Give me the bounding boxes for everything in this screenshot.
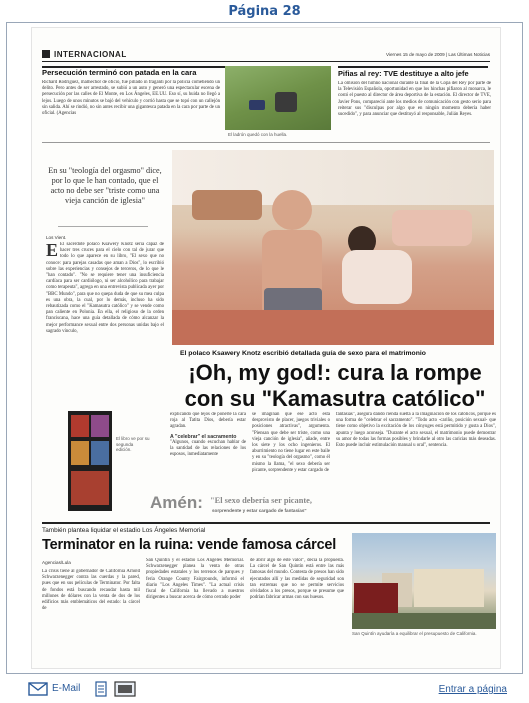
- top-left-photo-caption: El ladrón quedó con la huella.: [228, 132, 288, 137]
- masthead-rule: [42, 61, 490, 62]
- print-icon[interactable]: [94, 681, 108, 697]
- photo-bedsheet: [172, 310, 494, 345]
- main-story-column-2: [170, 412, 246, 482]
- main-story-photo: [172, 150, 494, 345]
- top-left-photo: [225, 66, 331, 130]
- book-cover-art: [91, 441, 109, 465]
- bottom-byline: Agencias/Lula: [42, 560, 71, 565]
- image-view-icon[interactable]: [114, 681, 136, 697]
- pull-quote-rule: [58, 226, 148, 227]
- dateline: Viernes 15 de mayo de 2009 | Las Últimas Noticias: [385, 52, 490, 57]
- photo-sign: [354, 583, 398, 617]
- bottom-story-column-3: de abrir algo de este valor", decía la propuesta. La cárcel de San Quintín está entre las más famosas del mundo. Contesta de presos han sido ejecutados allí y las medidas de seguridad son tan extremas que no se permite servicios olvidados a los presos, porque se presume que podrían fabricar armas con sus huesos.: [250, 558, 344, 601]
- book-cover-art: [71, 471, 109, 505]
- photo-ground: [352, 613, 496, 629]
- main-story-column-3: se imaginan que ese acto está desprovisto de placer, juegos triviales o posiciones atractivas", argumenta. "Piensan que debe ser triste, como una vieja canción de iglesia", añade, entre los siete y los ocho ingenieros. El aburrimiento no tiene lugar en este baile y en su "teología del orgasmo", como él mismo la llama, "el sexo debería ser picante, sorprendente y estar cargado de: [252, 412, 330, 473]
- main-headline-line-2: con su "Kamasutra católico": [184, 386, 486, 411]
- main-story-column-4: fantasías", asegura dando rienda suelta a la imaginación de los católicos, porque es una forma de "celebrar el sacramento". "Todo acto -cariño, posición sexual- que tiene como objetivo la excitación de los cónyuges está permitido y gusta a Dios", apunta y luego aconseja. "Durante el acto sexual, el matrimonio puede demostrar su amor de todas las formas posibles y brindarle al otro las caricias más deseadas. Esto puede incluir estimulación manual u oral", sentencia.: [336, 412, 496, 449]
- pull-quote: En su "teología del orgasmo" dice, por lo que le han contado, que el acto no debe ser "triste como una vieja canción de iglesia": [48, 166, 162, 205]
- top-right-headline: Pifias al rey: TVE destituye a alto jefe: [338, 69, 469, 78]
- bottom-section-rule: [42, 522, 490, 524]
- section-label: INTERNACIONAL: [54, 50, 127, 59]
- top-left-headline: Persecución terminó con patada en la cara: [42, 68, 197, 77]
- section-marker-icon: [42, 50, 50, 58]
- bottom-story-column-2: San Quintín y el estadio Los Angeles Memorial. Schwarzenegger planea la venta de otras propiedades estatales y los terrenos de parques y feria Orange County Fairgrounds, informó el diario "Los Angeles Times". "La actual crisis fiscal de California ha llevado a nuestros dirigentes a buscar acerca de cómo cerrado poder: [146, 558, 244, 601]
- main-story-column-1-text: El sacerdote polaco Ksawery Knotz sería capaz de hacer tres cruces para el cielo con tal de jurar que todo lo que aparece en su libro, "El sexo que no conoce: para parejas casadas que aman a Dios", lo escribió sobre las experiencias y consejos de terceros, de lo que le "han contado". "No se requiere tener una insuficiencia cardíaca para ser cardiólogo, ni ser alcohólico para trabajar como terapeuta", agrega en una entrevista publicada ayer por "BBC Mundo", para que no quepa duda de que su mea culpa es una obra, la cual, por lo demás, incluso ha sido rebautizada como el "Kamasutra católico" y se vende como pan caliente en Polonia. En ella, el religioso de la orden franciscana, hace una guía detallada de cómo alcanzar la mejor performance sexual entre dos personas unidas bajo el sagrado vínculo,: [46, 242, 164, 334]
- photo-pillow: [392, 210, 472, 246]
- bottom-kicker: También plantea liquidar el estadio Los Ángeles Memorial: [42, 527, 206, 534]
- bottom-story-photo: [352, 533, 496, 629]
- photo-figure: [249, 100, 265, 110]
- bottom-photo-caption: San Quintín ayudaría a equilibrar el presupuesto de California.: [352, 631, 477, 636]
- photo-figure: [275, 92, 297, 112]
- book-cover-art: [71, 415, 89, 437]
- main-story-column-2b-text: "Algunos, cuando escuchan hablar de la santidad de las relaciones de los esposos, inmediatamente: [170, 439, 246, 458]
- book-cover-art: [91, 415, 109, 437]
- bottom-headline: Terminator en la ruina: vende famosa cárcel: [42, 537, 337, 553]
- footer-toolbar: [6, 680, 521, 700]
- top-section-divider: [42, 142, 490, 143]
- page-number-title: Página 28: [228, 4, 301, 19]
- bottom-story-column-1: La crisis tiene al gobernador de California Arnold Schwarzenegger contra las cuerdas y la pared, pues que en sus películas de Terminator. Por falta de fondos está buscando recaudar hasta mil millones de dólares con la venta de dos de los edificios más emblemáticos del estado: la cárcel de: [42, 569, 140, 612]
- enter-page-link[interactable]: Entrar a página: [438, 684, 507, 695]
- main-story-column-2-text: explicando que lejos de ponerle la cara roja al Tatita Dios, debería estar agradan.: [170, 412, 246, 430]
- main-headline-line-1: ¡Oh, my god!: cura la rompe: [188, 360, 482, 385]
- amen-quote: "El sexo debería ser picante,: [210, 496, 312, 505]
- main-subhead: A "celebrar" el sacramento: [170, 433, 237, 440]
- photo-person-body: [342, 250, 412, 304]
- email-icon[interactable]: [28, 682, 48, 696]
- main-story-column-1: [46, 242, 164, 402]
- main-byline: Los Vient.: [46, 235, 67, 240]
- book-caption: El libro ve por su segunda edición.: [116, 436, 150, 453]
- photo-building: [414, 569, 484, 607]
- amen-quote-2: sorprendente y estar cargado de fantasías": [212, 508, 307, 513]
- photo-person-head: [272, 190, 312, 230]
- amen-callout: Amén:: [150, 493, 203, 512]
- book-cover-image: [68, 411, 112, 511]
- newspaper-page: [32, 28, 500, 668]
- top-left-body: Richard Rodríguez, malhechor de oficio, fue pillado in fraganti por la policía cometiendo un delito. Pero antes de ser arrestado, se subió a un auto y generó una espectacular escena de persecución por las calles de El Monte, en Los Ángeles, EE.UU. Eso sí, su huida no llegó a lejos. Luego de unos minutos se bajó del vehículo y corrió hasta que se topó con un callejón sin salida. Ahí se rindió, no sin antes recibir una gigantesca patada en la cara por parte de un oficial. (Agencias: [42, 80, 220, 117]
- top-right-rule: [338, 66, 488, 68]
- section-name: [42, 50, 127, 59]
- book-cover-art: [71, 441, 89, 465]
- photo-pillow: [192, 190, 262, 220]
- email-link[interactable]: E-Mail: [52, 683, 81, 694]
- main-kicker: El polaco Ksawery Knotz escribió detallada guía de sexo para el matrimonio: [180, 350, 426, 357]
- dropcap: E: [46, 242, 59, 260]
- top-right-body: La omisión del himno nacional durante la final de la Copa del Rey por parte de la Televisión Española, oportunidad en que los hinchas pifiaron al monarca, le costó el puesto al director de área deportiva de la estación. El director de TVE, Javier Pons, compareció ante los medios de comunicación con gesto serio para reiterar sus "disculpas por algo que en ningún momento debería haber sucedido", y para anunciar que destituyó al responsable, Julián Reyes.: [338, 81, 491, 118]
